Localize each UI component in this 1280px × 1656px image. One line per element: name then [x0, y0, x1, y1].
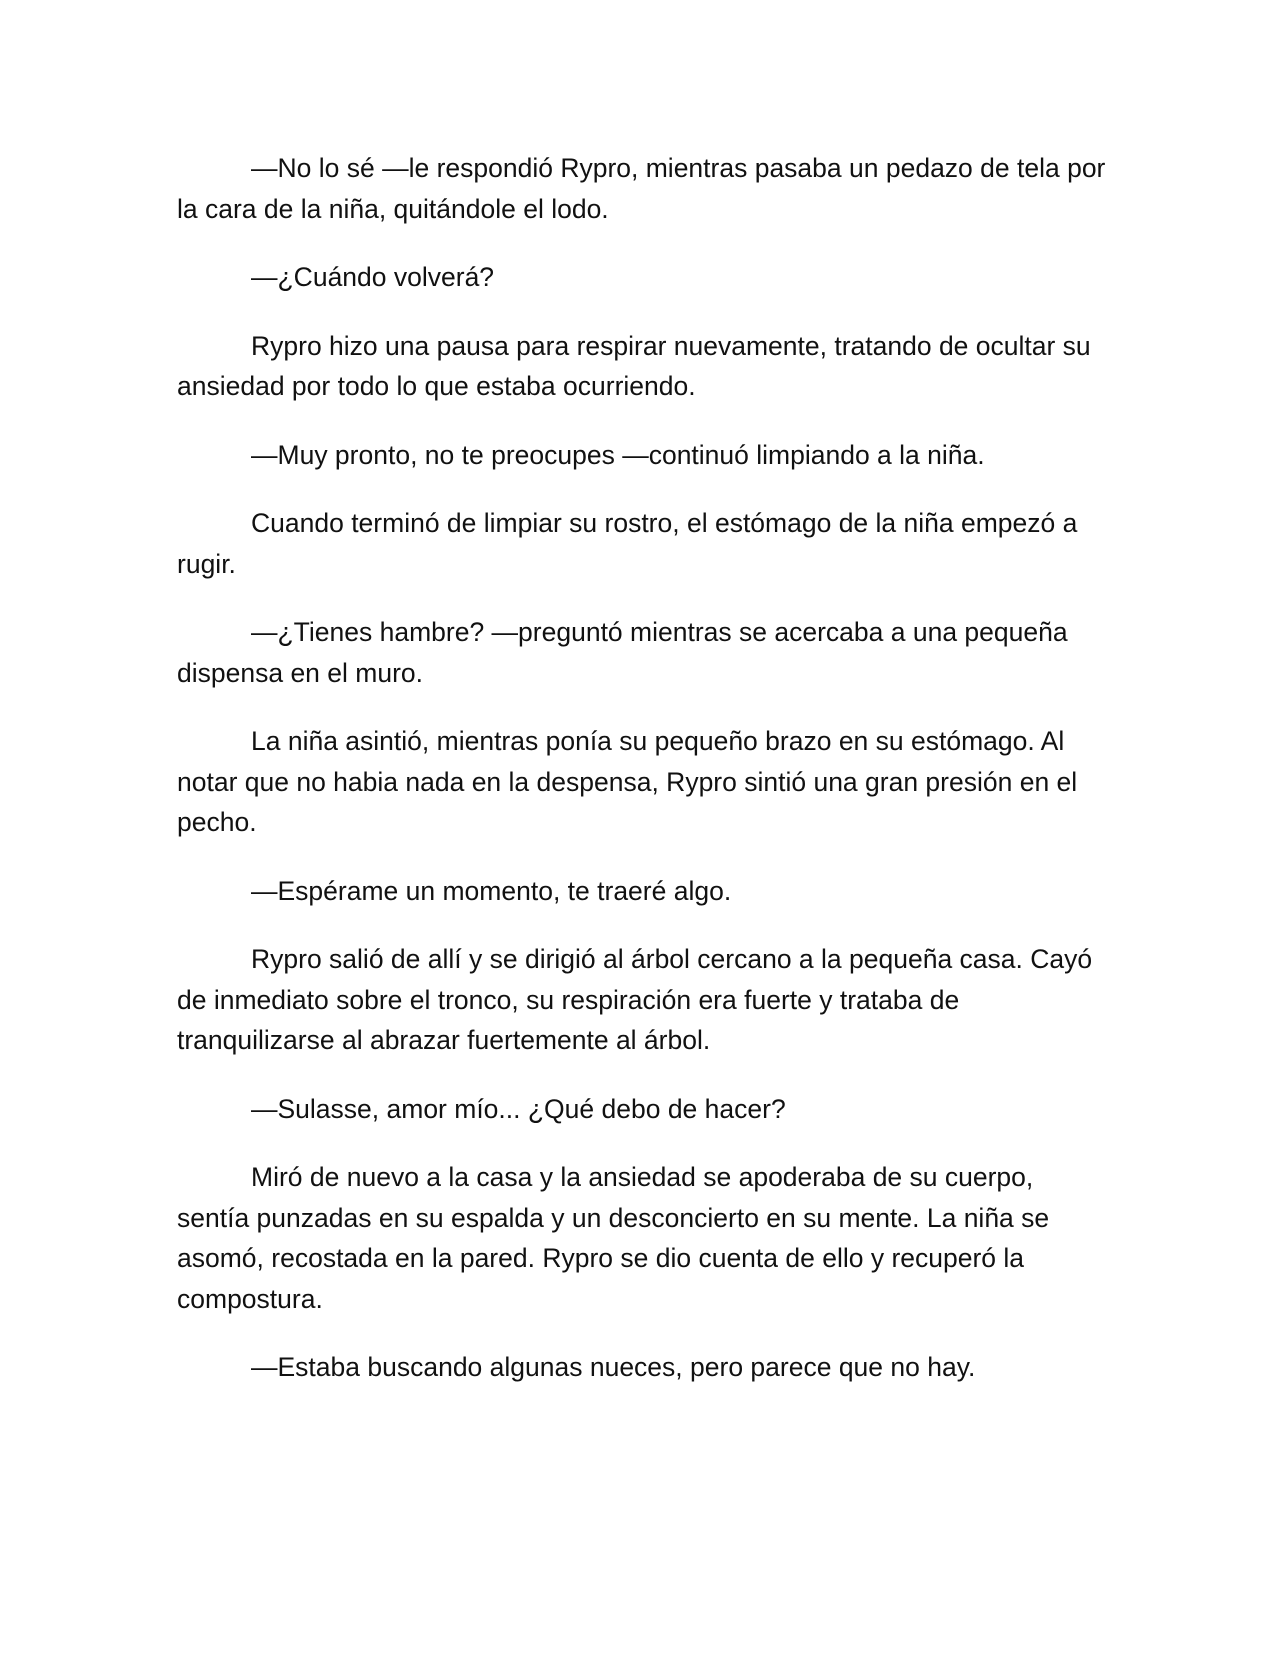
paragraph: —Sulasse, amor mío... ¿Qué debo de hacer?	[251, 1093, 786, 1124]
paragraph: —¿Cuándo volverá?	[251, 262, 495, 292]
paragraph: Rypro hizo una pausa para respirar nuevamente, tratando de ocultar su ansiedad por todo lo que estaba ocurriendo.	[177, 330, 1091, 401]
paragraph: Miró de nuevo a la casa y la ansiedad se apoderaba de su cuerpo, sentía punzadas en su espalda y un desconcierto en su mente. La niña se asomó, recostada en la pared. Rypro se dio cuenta de ello y recuperó la compostura.	[177, 1162, 1050, 1314]
paragraph: —Estaba buscando algunas nueces, pero parece que no hay.	[251, 1352, 976, 1382]
paragraph: —¿Tienes hambre? —preguntó mientras se acercaba a una pequeña dispensa en el muro.	[177, 617, 1068, 688]
document-page	[177, 148, 1107, 1416]
paragraph: Cuando terminó de limpiar su rostro, el estómago de la niña empezó a rugir.	[177, 508, 1078, 579]
paragraph: —Espérame un momento, te traeré algo.	[251, 875, 732, 906]
paragraph: La niña asintió, mientras ponía su pequeño brazo en su estómago. Al notar que no habia nada en la despensa, Rypro sintió una gran presión en el pecho.	[177, 726, 1078, 837]
paragraph: —No lo sé —le respondió Rypro, mientras pasaba un pedazo de tela por la cara de la niña, quitándole el lodo.	[177, 153, 1106, 224]
paragraph: Rypro salió de allí y se dirigió al árbol cercano a la pequeña casa. Cayó de inmediato sobre el tronco, su respiración era fuerte y trataba de tranquilizarse al abrazar fuertemente al árbol.	[177, 944, 1093, 1055]
paragraph: —Muy pronto, no te preocupes —continuó limpiando a la niña.	[251, 439, 985, 470]
